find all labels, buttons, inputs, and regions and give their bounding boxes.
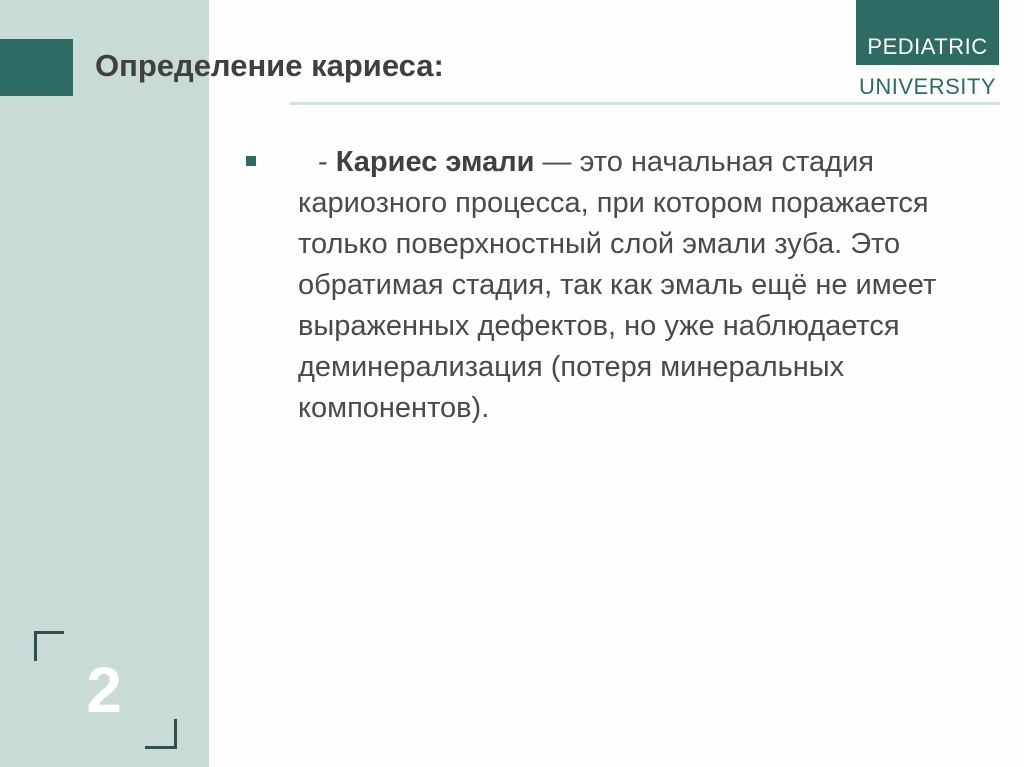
- logo-text-university: UNIVERSITY: [858, 74, 997, 99]
- title-divider: [290, 102, 1000, 105]
- slide-title: Определение кариеса:: [95, 48, 444, 83]
- title-accent-block: [0, 39, 73, 96]
- bullet-text: [298, 142, 988, 429]
- corner-bracket-top-left: [34, 631, 64, 661]
- university-logo: [856, 0, 999, 100]
- square-bullet-icon: [246, 156, 256, 166]
- corner-bracket-bottom-right: [145, 719, 177, 749]
- definition-text: — это начальная стадия кариозного процесса, при котором поражается только поверхностный слой эмали зуба. Это обратимая стадия, так как эмаль ещё не имеет выраженных дефектов, но уже наблюдается деминерализация (потеря минеральных компонентов).: [298, 146, 937, 424]
- page-number: 2: [86, 654, 122, 726]
- logo-text-pediatric: PEDIATRIC: [867, 34, 988, 59]
- definition-prefix: -: [318, 146, 336, 178]
- definition-term: Кариес эмали: [335, 146, 535, 178]
